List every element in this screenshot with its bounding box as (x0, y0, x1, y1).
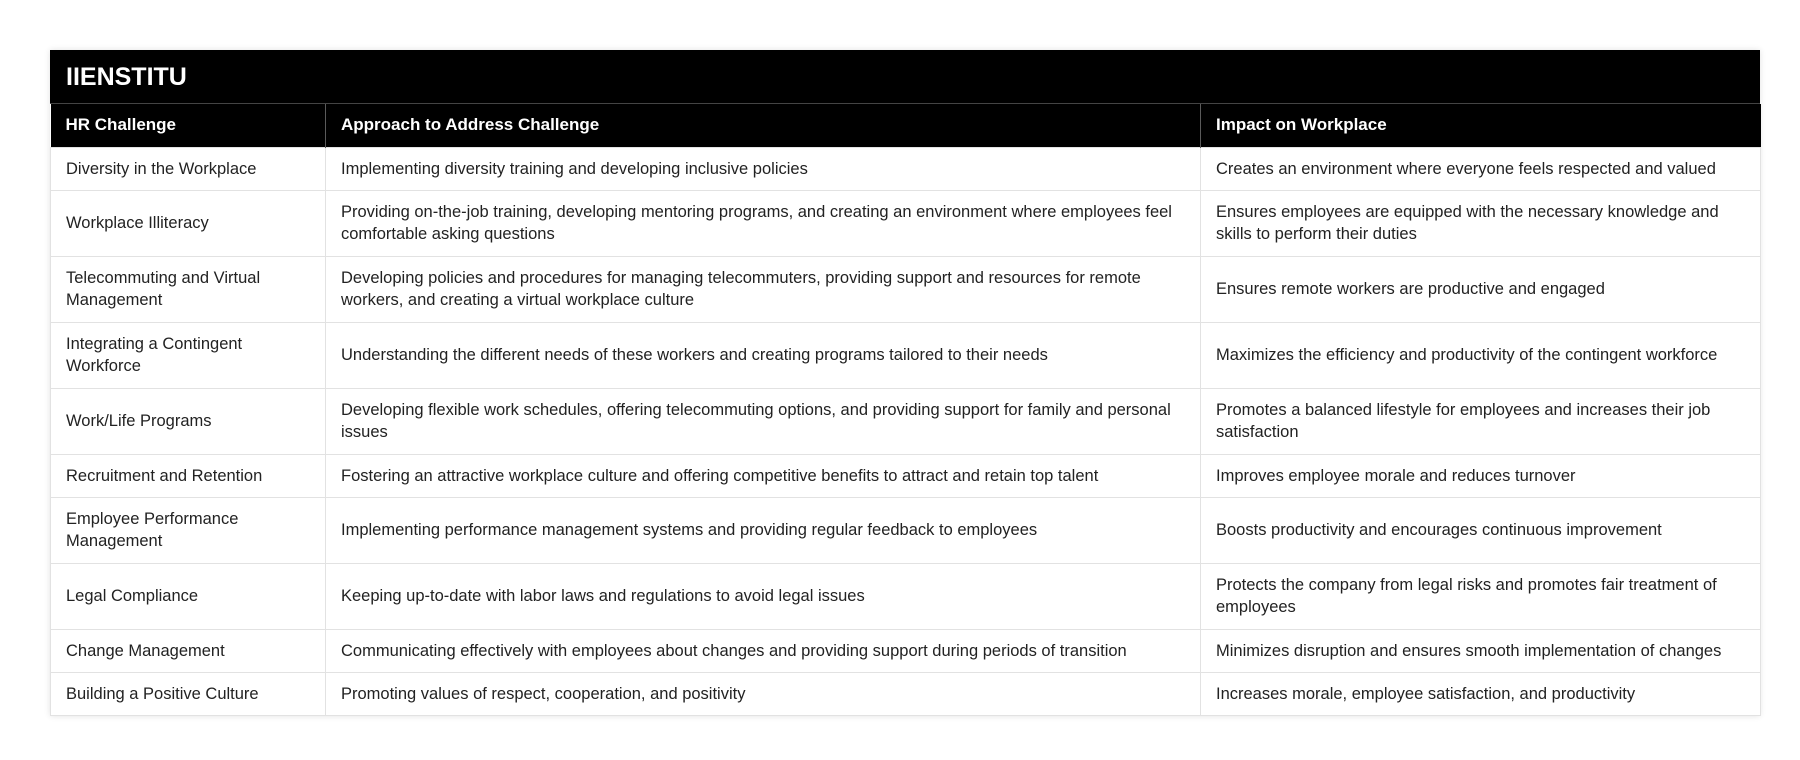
column-header-impact: Impact on Workplace (1201, 104, 1761, 147)
cell-impact: Ensures remote workers are productive and engaged (1201, 256, 1761, 322)
cell-hr-challenge: Recruitment and Retention (51, 454, 326, 497)
column-header-hr-challenge: HR Challenge (51, 104, 326, 147)
table-row (51, 563, 1761, 629)
table-row (51, 454, 1761, 497)
cell-approach: Developing flexible work schedules, offering telecommuting options, and providing support for family and personal issues (326, 388, 1201, 454)
cell-approach: Implementing diversity training and developing inclusive policies (326, 147, 1201, 190)
cell-approach: Understanding the different needs of these workers and creating programs tailored to their needs (326, 322, 1201, 388)
cell-impact: Increases morale, employee satisfaction, and productivity (1201, 672, 1761, 715)
cell-approach: Fostering an attractive workplace culture and offering competitive benefits to attract and retain top talent (326, 454, 1201, 497)
table-title: IIENSTITU (50, 50, 1760, 104)
cell-hr-challenge: Legal Compliance (51, 563, 326, 629)
cell-approach: Communicating effectively with employees about changes and providing support during periods of transition (326, 629, 1201, 672)
table-row (51, 190, 1761, 256)
hr-challenges-table (50, 104, 1761, 716)
cell-hr-challenge: Workplace Illiteracy (51, 190, 326, 256)
cell-impact: Protects the company from legal risks and promotes fair treatment of employees (1201, 563, 1761, 629)
cell-hr-challenge: Diversity in the Workplace (51, 147, 326, 190)
cell-approach: Developing policies and procedures for managing telecommuters, providing support and resources for remote workers, and creating a virtual workplace culture (326, 256, 1201, 322)
table-row (51, 256, 1761, 322)
cell-approach: Implementing performance management systems and providing regular feedback to employees (326, 497, 1201, 563)
table-row (51, 497, 1761, 563)
cell-impact: Maximizes the efficiency and productivity of the contingent workforce (1201, 322, 1761, 388)
cell-hr-challenge: Building a Positive Culture (51, 672, 326, 715)
table-row (51, 672, 1761, 715)
table-row (51, 388, 1761, 454)
table-header-row (51, 104, 1761, 147)
cell-hr-challenge: Work/Life Programs (51, 388, 326, 454)
cell-impact: Boosts productivity and encourages continuous improvement (1201, 497, 1761, 563)
cell-hr-challenge: Employee Performance Management (51, 497, 326, 563)
cell-approach: Promoting values of respect, cooperation, and positivity (326, 672, 1201, 715)
cell-hr-challenge: Integrating a Contingent Workforce (51, 322, 326, 388)
column-header-approach: Approach to Address Challenge (326, 104, 1201, 147)
cell-impact: Minimizes disruption and ensures smooth implementation of changes (1201, 629, 1761, 672)
table-row (51, 147, 1761, 190)
cell-approach: Providing on-the-job training, developing mentoring programs, and creating an environment where employees feel comfortable asking questions (326, 190, 1201, 256)
cell-impact: Creates an environment where everyone feels respected and valued (1201, 147, 1761, 190)
cell-impact: Ensures employees are equipped with the necessary knowledge and skills to perform their duties (1201, 190, 1761, 256)
cell-hr-challenge: Change Management (51, 629, 326, 672)
cell-approach: Keeping up-to-date with labor laws and regulations to avoid legal issues (326, 563, 1201, 629)
table-row (51, 322, 1761, 388)
cell-impact: Promotes a balanced lifestyle for employees and increases their job satisfaction (1201, 388, 1761, 454)
hr-challenges-table-container (50, 50, 1760, 716)
table-row (51, 629, 1761, 672)
cell-impact: Improves employee morale and reduces turnover (1201, 454, 1761, 497)
cell-hr-challenge: Telecommuting and Virtual Management (51, 256, 326, 322)
